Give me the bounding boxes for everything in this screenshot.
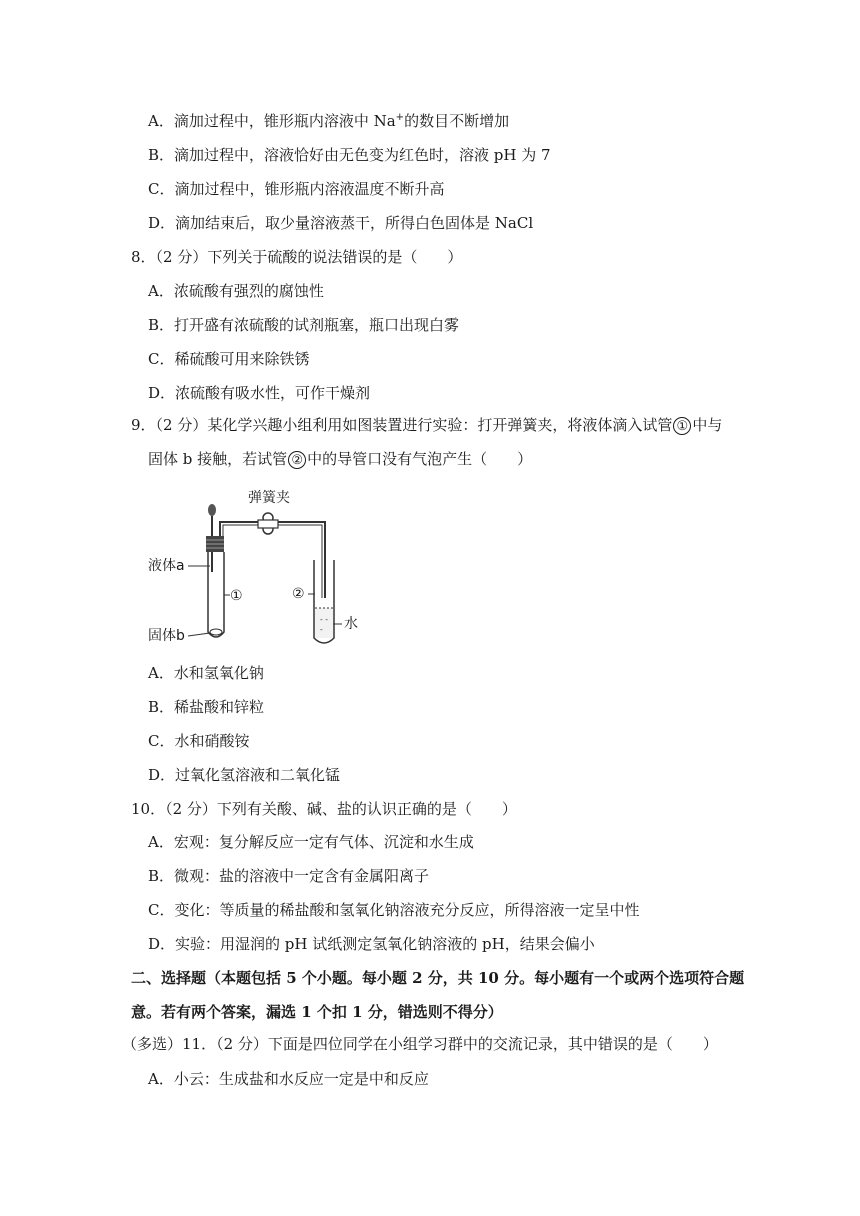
q10-option-c: C．变化：等质量的稀盐酸和氢氧化钠溶液充分反应，所得溶液一定呈中性	[148, 901, 640, 919]
q7-option-b: B．滴加过程中，溶液恰好由无色变为红色时，溶液 pH 为 7	[148, 146, 551, 164]
q8-option-d: D．浓硫酸有吸水性，可作干燥剂	[148, 384, 371, 402]
delivery-tube	[220, 522, 325, 598]
apparatus-diagram	[148, 480, 378, 650]
q8-option-b: B．打开盛有浓硫酸的试剂瓶塞，瓶口出现白雾	[148, 316, 460, 334]
tube-1-label: ①	[230, 588, 243, 604]
liquid-a-label: 液体a	[148, 558, 185, 574]
q11-stem: （多选）11．（2 分）下面是四位同学在小组学习群中的交流记录，其中错误的是（ ）	[122, 1035, 718, 1053]
solid-b	[210, 629, 222, 635]
q7-option-d: D．滴加结束后，取少量溶液蒸干，所得白色固体是 NaCl	[148, 214, 534, 232]
q8-option-a: A．浓硫酸有强烈的腐蚀性	[148, 282, 324, 300]
q9-stem-line1	[131, 415, 722, 435]
q10-stem: 10．（2 分）下列有关酸、碱、盐的认识正确的是（ ）	[131, 800, 517, 818]
tube-2-marker: ②	[288, 451, 306, 469]
test-tube-1	[208, 552, 224, 637]
q11-option-a: A．小云：生成盐和水反应一定是中和反应	[148, 1070, 429, 1088]
sodium-ion-charge: +	[395, 112, 405, 123]
solid-b-label: 固体b	[148, 628, 185, 644]
q8-stem: 8．（2 分）下列关于硫酸的说法错误的是（ ）	[131, 248, 463, 266]
q9-stem-line2-end: 中的导管口没有气泡产生（ ）	[307, 450, 533, 468]
q8-option-c: C．稀硫酸可用来除铁锈	[148, 350, 310, 368]
q7-option-c: C．滴加过程中，锥形瓶内溶液温度不断升高	[148, 180, 445, 198]
svg-text:-: -	[320, 625, 323, 634]
q9-stem-text: 9．（2 分）某化学兴趣小组利用如图装置进行实验：打开弹簧夹，将液体滴入试管	[131, 416, 673, 434]
clamp-label: 弹簧夹	[248, 490, 290, 506]
section-2-heading-line1: 二、选择题（本题包括 5 个小题。每小题 2 分，共 10 分。每小题有一个或两个选项符合题	[131, 969, 745, 987]
q9-stem-line2-start: 固体 b 接触，若试管	[148, 450, 288, 468]
q9-option-b: B．稀盐酸和锌粒	[148, 698, 265, 716]
q7-option-a	[148, 111, 509, 131]
spring-clamp-icon	[258, 513, 278, 534]
water-label: 水	[344, 616, 358, 632]
q9-option-a: A．水和氢氧化钠	[148, 664, 264, 682]
dropper-bulb	[208, 504, 216, 516]
q10-option-b: B．微观：盐的溶液中一定含有金属阳离子	[148, 867, 430, 885]
svg-text:- -: - -	[320, 615, 328, 624]
q7-option-a-text-end: 的数目不断增加	[404, 112, 510, 130]
q7-option-a-text: A．滴加过程中，锥形瓶内溶液中 Na	[148, 112, 396, 130]
tube-1-marker: ①	[673, 417, 691, 435]
q10-option-a: A．宏观：复分解反应一定有气体、沉淀和水生成	[148, 833, 474, 851]
q9-stem-text-end: 中与	[692, 416, 723, 434]
q9-stem-line2	[148, 449, 532, 469]
q9-option-c: C．水和硝酸铵	[148, 732, 250, 750]
section-2-heading-line2: 意。若有两个答案，漏选 1 个扣 1 分，错选则不得分）	[131, 1003, 503, 1021]
tube-2-label: ②	[292, 586, 305, 602]
q10-option-d: D．实验：用湿润的 pH 试纸测定氢氧化钠溶液的 pH，结果会偏小	[148, 935, 595, 953]
q9-option-d: D．过氧化氢溶液和二氧化锰	[148, 766, 341, 784]
